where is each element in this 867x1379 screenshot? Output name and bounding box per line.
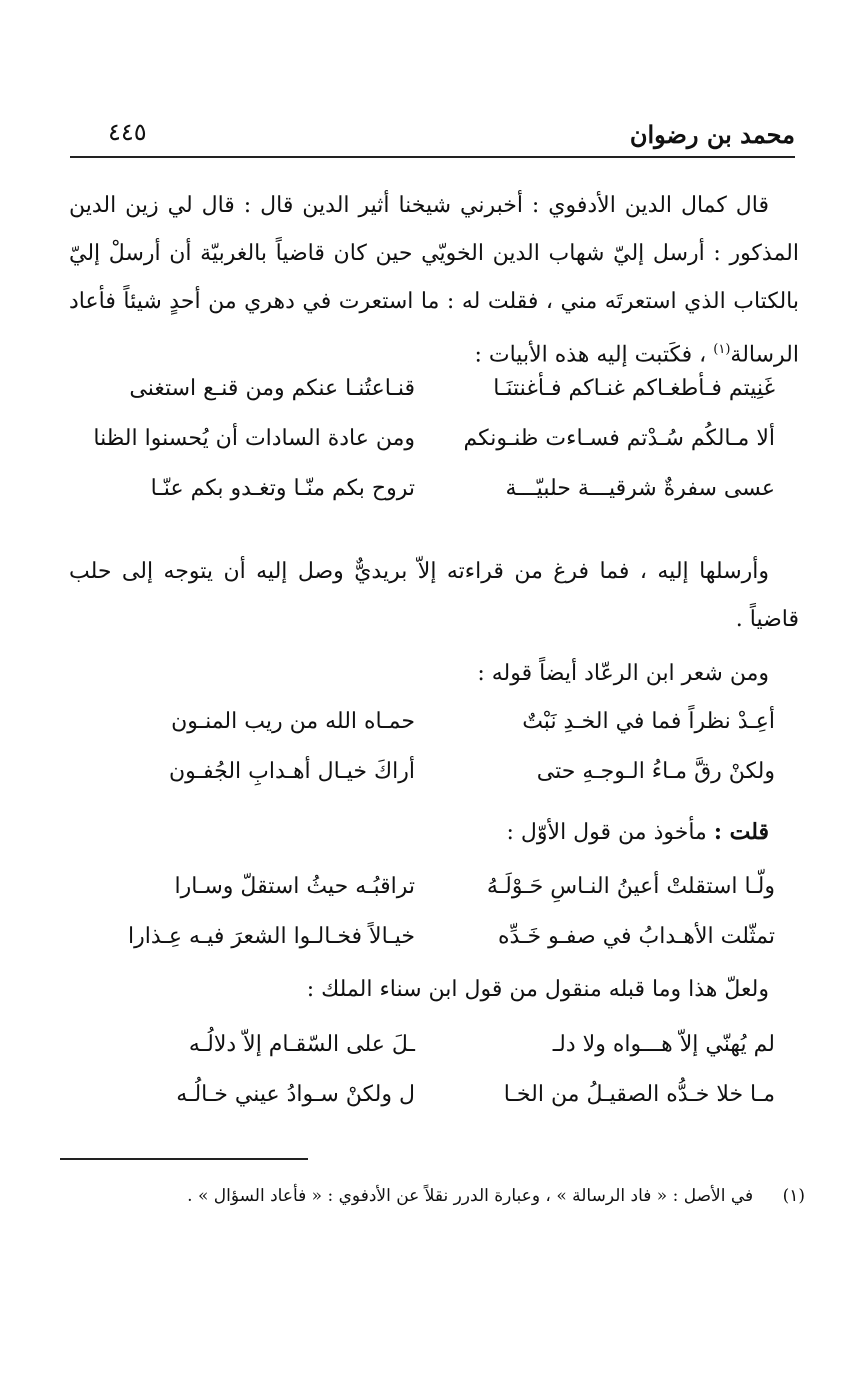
verse-block-3	[85, 862, 775, 962]
verse-second-hemistich: تروح بكم منّـا وتغـدو بكم عنّـا	[150, 476, 415, 501]
verse-first-hemistich: لم يُهنّي إلاّ هـــواه ولا دلـ	[552, 1032, 775, 1057]
footnote-number: (١)	[782, 1186, 805, 1206]
paragraph-1-text: قال كمال الدين الأدفوي : أخبرني شيخنا أثير الدين قال : قال لي زين الدين المذكور : أرسل إليّ شهاب الدين الخويّي حين كان قاضياً بالغربيّة أن أرسلْ إليّ بالكتاب الذي استعرتَه مني ، فقلت له : ما استعرت في دهري من أحدٍ شيئاً فأعاد الرسالة	[69, 193, 799, 368]
footnote-text: في الأصل : « فاد الرسالة » ، وعبارة الدرر نقلاً عن الأدفوي : « فأعاد السؤال » .	[187, 1186, 754, 1206]
paragraph-1-tail: ، فكَتبت إليه هذه الأبيات :	[474, 342, 714, 368]
paragraph-1	[69, 182, 799, 379]
verse-first-hemistich: ولكنْ رقَّ مـاءُ الـوجـهِ حتى	[536, 759, 775, 784]
verse-line	[85, 747, 775, 797]
verse-block-4	[85, 1020, 775, 1120]
verse-line	[85, 862, 775, 912]
verse-second-hemistich: ـلَ على السّقـام إلاّ دلالُـه	[188, 1032, 415, 1057]
footnote-reference: (١)	[713, 342, 731, 357]
verse-block-2	[85, 697, 775, 797]
verse-second-hemistich: أراكَ خيـال أهـدابِ الجُفـون	[169, 759, 415, 784]
verse-first-hemistich: ألا مـالكُم سُـدْتم فسـاءت ظنـونكم	[463, 426, 775, 451]
paragraph-4-text: مأخوذ من قول الأوّل :	[506, 820, 714, 845]
verse-first-hemistich: ولّـا استقلتْ أعينُ النـاسِ حَـوْلَـهُ	[486, 874, 775, 899]
verse-second-hemistich: حمـاه الله من ريب المنـون	[171, 709, 415, 734]
verse-second-hemistich: قنـاعتُنـا عنكم ومن قنـع استغنى	[129, 376, 415, 401]
verse-line	[85, 697, 775, 747]
paragraph-4	[69, 808, 799, 857]
verse-second-hemistich: ل ولكنْ سـوادُ عيني خـالُـه	[176, 1082, 415, 1107]
paragraph-2: وأرسلها إليه ، فما فرغ من قراءته إلاّ بريديٌّ وصل إليه أن يتوجه إلى حلب قاضياً .	[69, 559, 799, 632]
verse-second-hemistich: خيـالاً فخـالـوا الشعرَ فيـه عِـذارا	[128, 924, 415, 949]
verse-second-hemistich: تراقبُـه حيثُ استقلّ وسـارا	[174, 874, 415, 899]
paragraph-3: ومن شعر ابن الرعّاد أيضاً قوله :	[477, 661, 769, 686]
verse-line	[85, 364, 775, 414]
footnote	[65, 1182, 805, 1210]
verse-block-1	[85, 364, 775, 514]
verse-first-hemistich: مـا خلا خـدُّه الصقيـلُ من الخـا	[503, 1082, 775, 1107]
paragraph-5: ولعلّ هذا وما قبله منقول من قول ابن سناء الملك :	[306, 977, 769, 1002]
verse-first-hemistich: أعِـدْ نظراً فما في الخـدِ نَبْتٌ	[522, 709, 775, 734]
verse-line	[85, 414, 775, 464]
verse-first-hemistich: تمثّلت الأهـدابُ في صفـو خَـدِّه	[497, 924, 775, 949]
verse-line	[85, 464, 775, 514]
verse-line	[85, 912, 775, 962]
chapter-title: محمد بن رضوان	[629, 120, 795, 149]
page-number: ٤٤٥	[108, 118, 147, 146]
verse-first-hemistich: غَنِيتم فـأطغـاكم غنـاكم فـأغنتنَـا	[493, 376, 775, 401]
verse-line	[85, 1070, 775, 1120]
verse-first-hemistich: عسى سفرةٌ شرقيـــة حلبيّـــة	[505, 476, 775, 501]
footnote-divider	[60, 1158, 308, 1160]
running-header	[70, 116, 795, 158]
verse-second-hemistich: ومن عادة السادات أن يُحسنوا الظنا	[93, 426, 415, 451]
verse-line	[85, 1020, 775, 1070]
paragraph-4-label: قلت :	[713, 819, 769, 845]
